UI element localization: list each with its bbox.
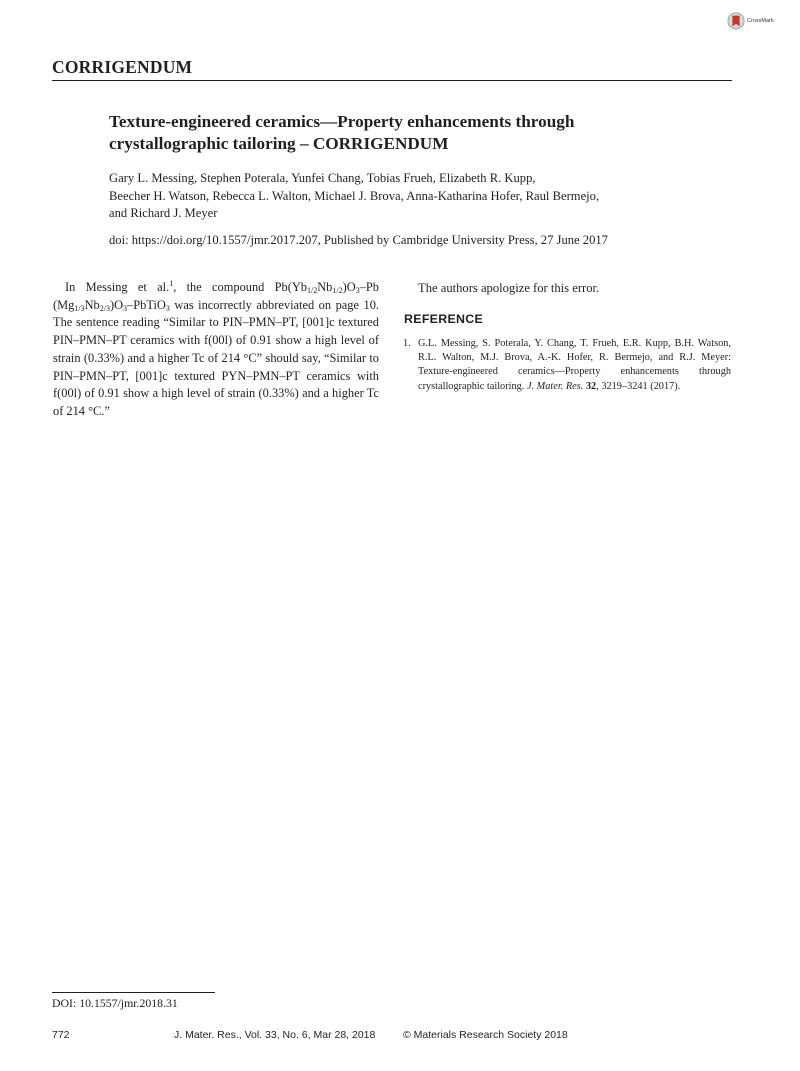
body-text: –PbTiO xyxy=(127,297,166,312)
reference-pages: , 3219–3241 (2017). xyxy=(596,380,681,392)
reference-text xyxy=(418,337,731,394)
reference-item xyxy=(403,337,731,394)
reference-link[interactable]: 1 xyxy=(169,279,174,288)
subscript: 2/3 xyxy=(99,303,110,313)
body-text: )O xyxy=(109,297,124,312)
apology-text: The authors apologize for this error. xyxy=(418,281,600,295)
reference-heading: REFERENCE xyxy=(404,312,484,326)
copyright-notice: © Materials Research Society 2018 xyxy=(403,1029,568,1041)
page-number: 772 xyxy=(52,1029,70,1041)
section-title: CORRIGENDUM xyxy=(52,57,732,81)
body-text: , the compound Pb(Yb xyxy=(173,280,307,294)
article-title-line: crystallographic tailoring – CORRIGENDUM xyxy=(109,134,449,153)
body-text: was incorrectly abbreviated on page 10. The sentence reading “Similar to PIN–PMN–PT, [001]c textured PIN–PMN–PT ceramics with f(00l) of 0.91 show a high level of strain (0.33%) and a higher Tc of 214 °C” should say, “Similar to PIN–PMN–PT, [001]c textured PYN–PMN–PT ceramics with f(00l) of 0.91 show a high level of strain (0.33%) and a higher Tc of 214 °C.” xyxy=(53,297,379,418)
author-list xyxy=(109,170,689,223)
author-line: Gary L. Messing, Stephen Poterala, Yunfei Chang, Tobias Frueh, Elizabeth R. Kupp, xyxy=(109,171,536,185)
reference-number: 1. xyxy=(403,338,411,349)
journal-citation: J. Mater. Res., Vol. 33, No. 6, Mar 28, 2018 xyxy=(174,1029,376,1041)
author-line: Beecher H. Watson, Rebecca L. Walton, Michael J. Brova, Anna-Katharina Hofer, Raul Bermejo, xyxy=(109,188,600,203)
original-article-doi[interactable]: doi: https://doi.org/10.1557/jmr.2017.207, Published by Cambridge University Press, 27 June 2017 xyxy=(109,233,608,247)
body-text: –Pb (Mg xyxy=(53,280,379,312)
subscript: 1/3 xyxy=(74,303,85,313)
corrigendum-body xyxy=(53,279,379,421)
footnote-rule xyxy=(52,992,215,993)
article-title-line: Texture-engineered ceramics—Property enhancements through xyxy=(109,112,575,131)
body-text: In Messing et al. xyxy=(65,280,170,294)
reference-volume: 32 xyxy=(585,380,597,392)
footer-doi[interactable]: DOI: 10.1557/jmr.2018.31 xyxy=(52,996,178,1010)
author-line: and Richard J. Meyer xyxy=(109,206,218,220)
reference-body: G.L. Messing, S. Poterala, Y. Chang, T. Frueh, E.R. Kupp, B.H. Watson, R.L. Walton, M.J. Brova, A.-K. Hofer, R. Bermejo, and R.J. Meyer: Texture-engineered ceramics—Property enhancements through crystallographic tailoring. xyxy=(418,338,731,392)
body-text: )O xyxy=(342,280,356,294)
body-text: Nb xyxy=(84,297,100,312)
subscript: 3 xyxy=(165,303,170,313)
subscript: 3 xyxy=(123,303,128,313)
crossmark-badge[interactable] xyxy=(727,10,789,32)
crossmark-label: CrossMark xyxy=(747,18,774,24)
article-title xyxy=(109,111,689,155)
subscript: 1/2 xyxy=(332,286,343,295)
reference-journal: J. Mater. Res. xyxy=(526,380,584,392)
body-text: Nb xyxy=(317,280,333,294)
crossmark-icon xyxy=(727,12,745,30)
subscript: 1/2 xyxy=(307,286,318,295)
subscript: 3 xyxy=(355,286,360,295)
